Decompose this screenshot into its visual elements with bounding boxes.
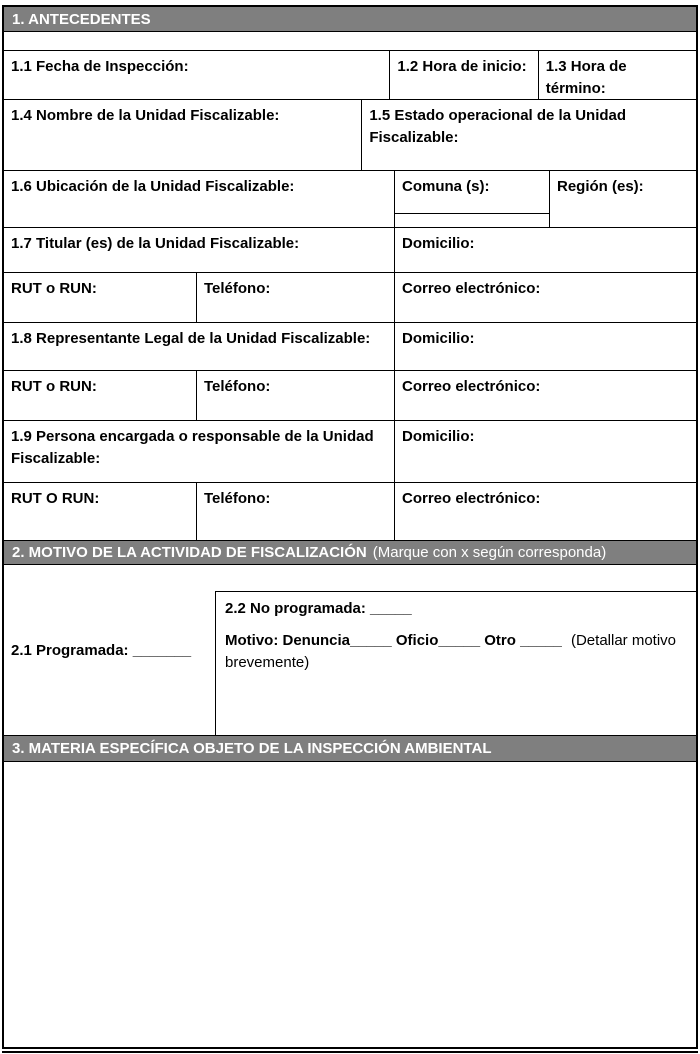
section2-header bbox=[4, 540, 696, 564]
motivo-options: Motivo: Denuncia_____ Oficio_____ Otro _____ bbox=[225, 632, 562, 649]
field-programada: 2.1 Programada: _______ bbox=[11, 641, 192, 659]
row-rut-persona bbox=[4, 482, 696, 540]
row-ubicacion bbox=[4, 170, 696, 227]
field-telefono-titular: Teléfono: bbox=[197, 273, 395, 322]
field-fecha-inspeccion: 1.1 Fecha de Inspección: bbox=[4, 51, 390, 99]
materia-especifica-blank bbox=[4, 762, 696, 1047]
inspection-form bbox=[2, 5, 698, 1049]
section1-header-spacer bbox=[4, 31, 696, 50]
field-rut-titular: RUT o RUN: bbox=[4, 273, 197, 322]
row-rut-representante bbox=[4, 370, 696, 420]
field-hora-inicio: 1.2 Hora de inicio: bbox=[390, 51, 538, 99]
field-hora-termino: 1.3 Hora de término: bbox=[545, 58, 627, 97]
field-correo-titular: Correo electrónico: bbox=[402, 280, 541, 297]
row-fecha-horas bbox=[4, 50, 696, 99]
section2-title-note: (Marque con x según corresponda) bbox=[372, 544, 607, 561]
row-rut-titular bbox=[4, 272, 696, 322]
field-estado-operacional: 1.5 Estado operacional de la Unidad Fiscalizable: bbox=[369, 107, 627, 146]
section2-title: 2. MOTIVO DE LA ACTIVIDAD DE FISCALIZACIÓN bbox=[12, 544, 367, 561]
field-telefono-representante: Teléfono: bbox=[197, 371, 395, 420]
field-domicilio-persona: Domicilio: bbox=[402, 428, 475, 445]
field-correo-representante: Correo electrónico: bbox=[402, 378, 541, 395]
field-ubicacion-unidad: 1.6 Ubicación de la Unidad Fiscalizable: bbox=[4, 171, 395, 227]
row-nombre-estado bbox=[4, 99, 696, 170]
field-comuna: Comuna (s): bbox=[395, 171, 550, 227]
field-representante-legal: 1.8 Representante Legal de la Unidad Fiscalizable: bbox=[4, 323, 395, 370]
motivo-note: (Detallar motivo brevemente) bbox=[225, 632, 677, 671]
field-telefono-persona: Teléfono: bbox=[197, 483, 395, 540]
section3-title: 3. MATERIA ESPECÍFICA OBJETO DE LA INSPECCIÓN AMBIENTAL bbox=[12, 740, 492, 757]
field-rut-representante: RUT o RUN: bbox=[4, 371, 197, 420]
field-no-programada: 2.2 No programada: _____ bbox=[225, 600, 412, 617]
field-nombre-unidad: 1.4 Nombre de la Unidad Fiscalizable: bbox=[4, 100, 362, 170]
field-persona-encargada: 1.9 Persona encargada o responsable de la Unidad Fiscalizable: bbox=[4, 421, 395, 482]
section3-content-area bbox=[4, 761, 696, 1047]
section3-header bbox=[4, 735, 696, 761]
row-representante bbox=[4, 322, 696, 370]
field-motivo bbox=[225, 630, 687, 674]
field-domicilio-titular: Domicilio: bbox=[402, 235, 475, 252]
section2-body bbox=[4, 564, 696, 735]
row-titular bbox=[4, 227, 696, 272]
page-bottom-rule bbox=[2, 1051, 698, 1053]
field-rut-persona: RUT O RUN: bbox=[4, 483, 197, 540]
field-titular: 1.7 Titular (es) de la Unidad Fiscalizable: bbox=[4, 228, 395, 272]
field-domicilio-representante: Domicilio: bbox=[402, 330, 475, 347]
field-region: Región (es): bbox=[557, 178, 644, 195]
row-persona-encargada bbox=[4, 420, 696, 482]
field-no-programada-box bbox=[215, 591, 696, 735]
section1-title: 1. ANTECEDENTES bbox=[12, 10, 151, 28]
field-correo-persona: Correo electrónico: bbox=[402, 490, 541, 507]
section1-header bbox=[4, 7, 696, 31]
